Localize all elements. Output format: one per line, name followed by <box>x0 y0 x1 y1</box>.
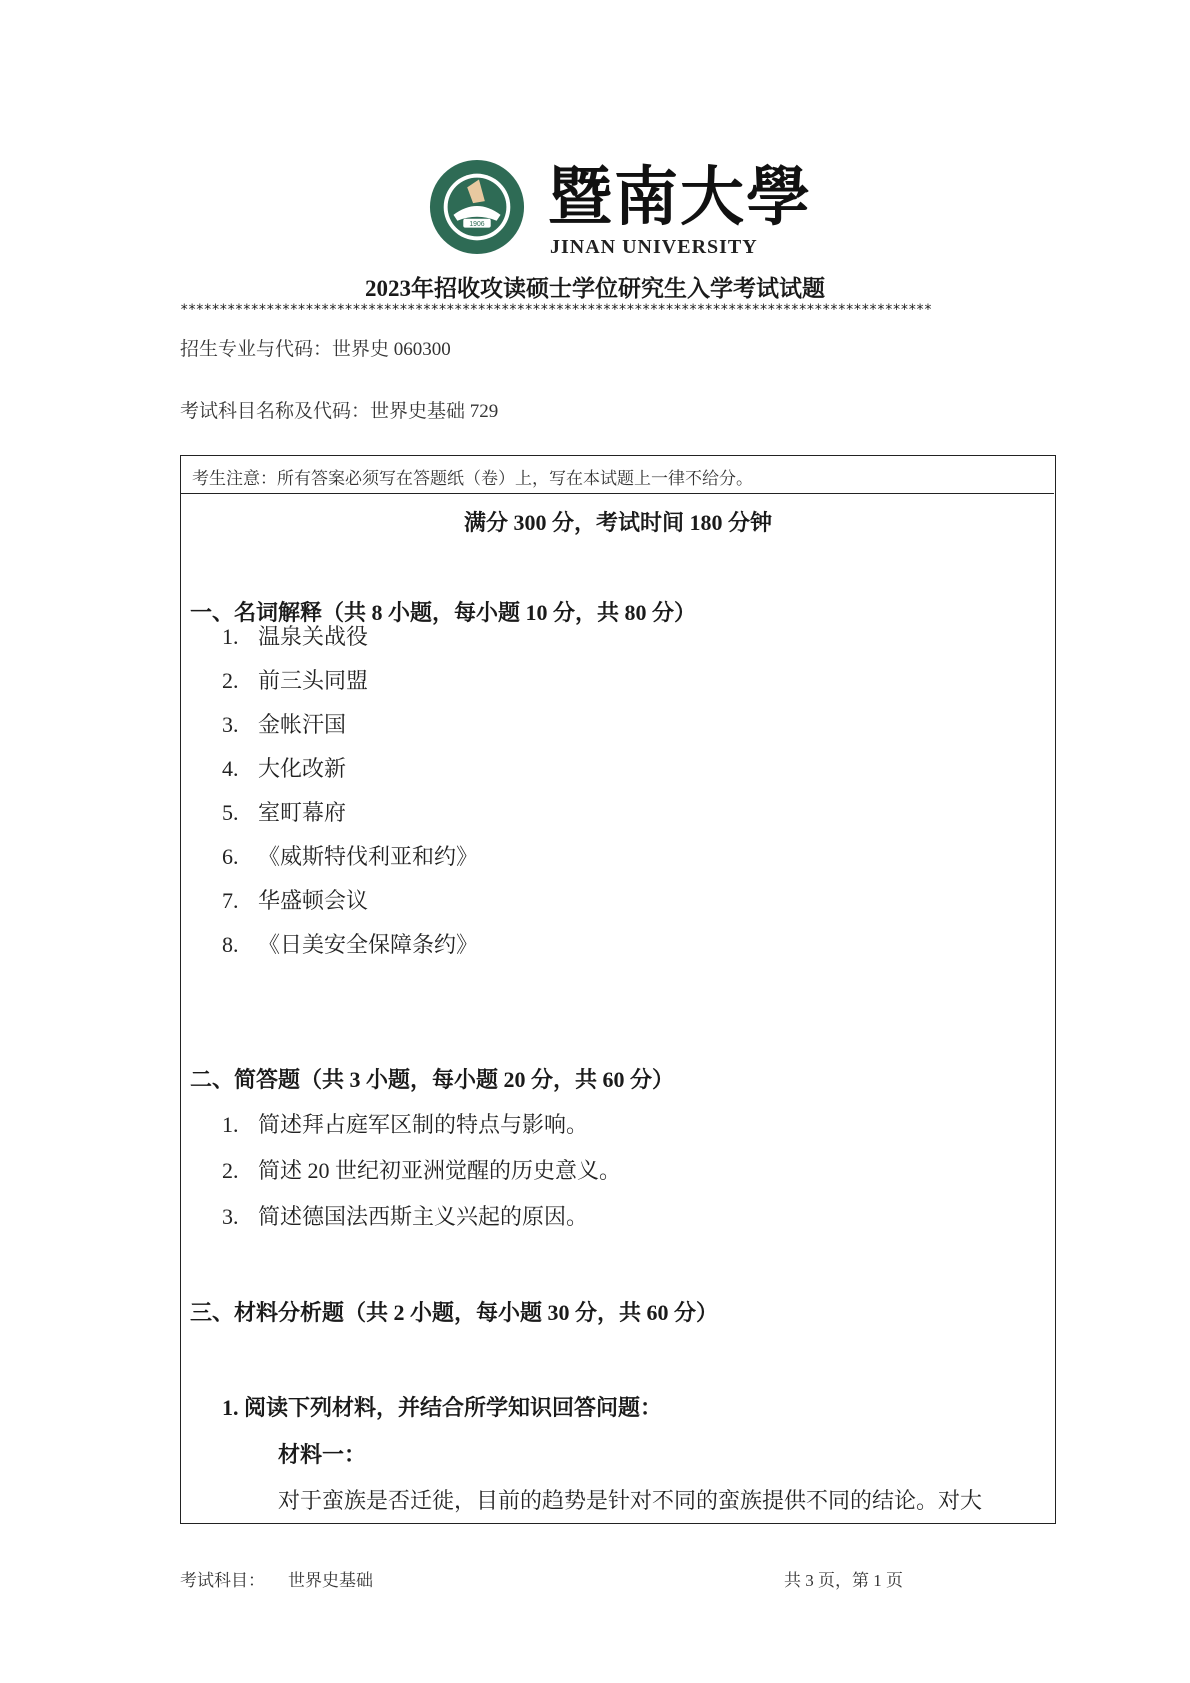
major-and-code: 招生专业与代码：世界史 060300 <box>180 339 451 360</box>
list-item: 3. 简述德国法西斯主义兴起的原因。 <box>222 1204 589 1229</box>
question-1-prompt: 1. 阅读下列材料，并结合所学知识回答问题： <box>222 1395 663 1420</box>
section-3-heading: 三、材料分析题（共 2 小题，每小题 30 分，共 60 分） <box>190 1300 719 1325</box>
exam-title: 2023年招收攻读硕士学位研究生入学考试试题 <box>365 276 825 301</box>
list-item: 6. 《威斯特伐利亚和约》 <box>222 844 479 869</box>
material-1-text: 对于蛮族是否迁徙，目前的趋势是针对不同的蛮族提供不同的结论。对大 <box>278 1488 983 1513</box>
subject-and-code: 考试科目名称及代码：世界史基础 729 <box>180 401 499 422</box>
logo-english-name: JINAN UNIVERSITY <box>550 236 758 258</box>
list-item: 7. 华盛顿会议 <box>222 888 369 913</box>
list-item: 2. 简述 20 世纪初亚洲觉醒的历史意义。 <box>222 1158 622 1183</box>
list-item: 4. 大化改新 <box>222 756 347 781</box>
list-item: 1. 简述拜占庭军区制的特点与影响。 <box>222 1112 589 1137</box>
section-2-heading: 二、简答题（共 3 小题，每小题 20 分，共 60 分） <box>190 1067 675 1092</box>
full-score-line: 满分 300 分，考试时间 180 分钟 <box>463 510 772 535</box>
candidate-notice: 考生注意：所有答案必须写在答题纸（卷）上，写在本试题上一律不给分。 <box>192 469 753 488</box>
list-item: 8. 《日美安全保障条约》 <box>222 932 479 957</box>
list-item: 1. 温泉关战役 <box>222 624 369 649</box>
footer-subject-label: 考试科目： <box>180 1571 265 1590</box>
footer-page-count: 共 3 页，第 1 页 <box>784 1571 903 1590</box>
logo-chinese-name: 暨南大學 <box>548 160 812 235</box>
material-1-label: 材料一： <box>278 1442 367 1467</box>
section-1-heading: 一、名词解释（共 8 小题，每小题 10 分，共 80 分） <box>190 600 697 625</box>
footer-subject: 世界史基础 <box>288 1571 373 1590</box>
star-separator: ************************************************************************************************ <box>180 303 932 317</box>
seal-year: 1906 <box>469 221 485 229</box>
university-seal-icon <box>428 158 526 256</box>
list-item: 2. 前三头同盟 <box>222 668 369 693</box>
list-item: 3. 金帐汗国 <box>222 712 347 737</box>
list-item: 5. 室町幕府 <box>222 800 347 825</box>
